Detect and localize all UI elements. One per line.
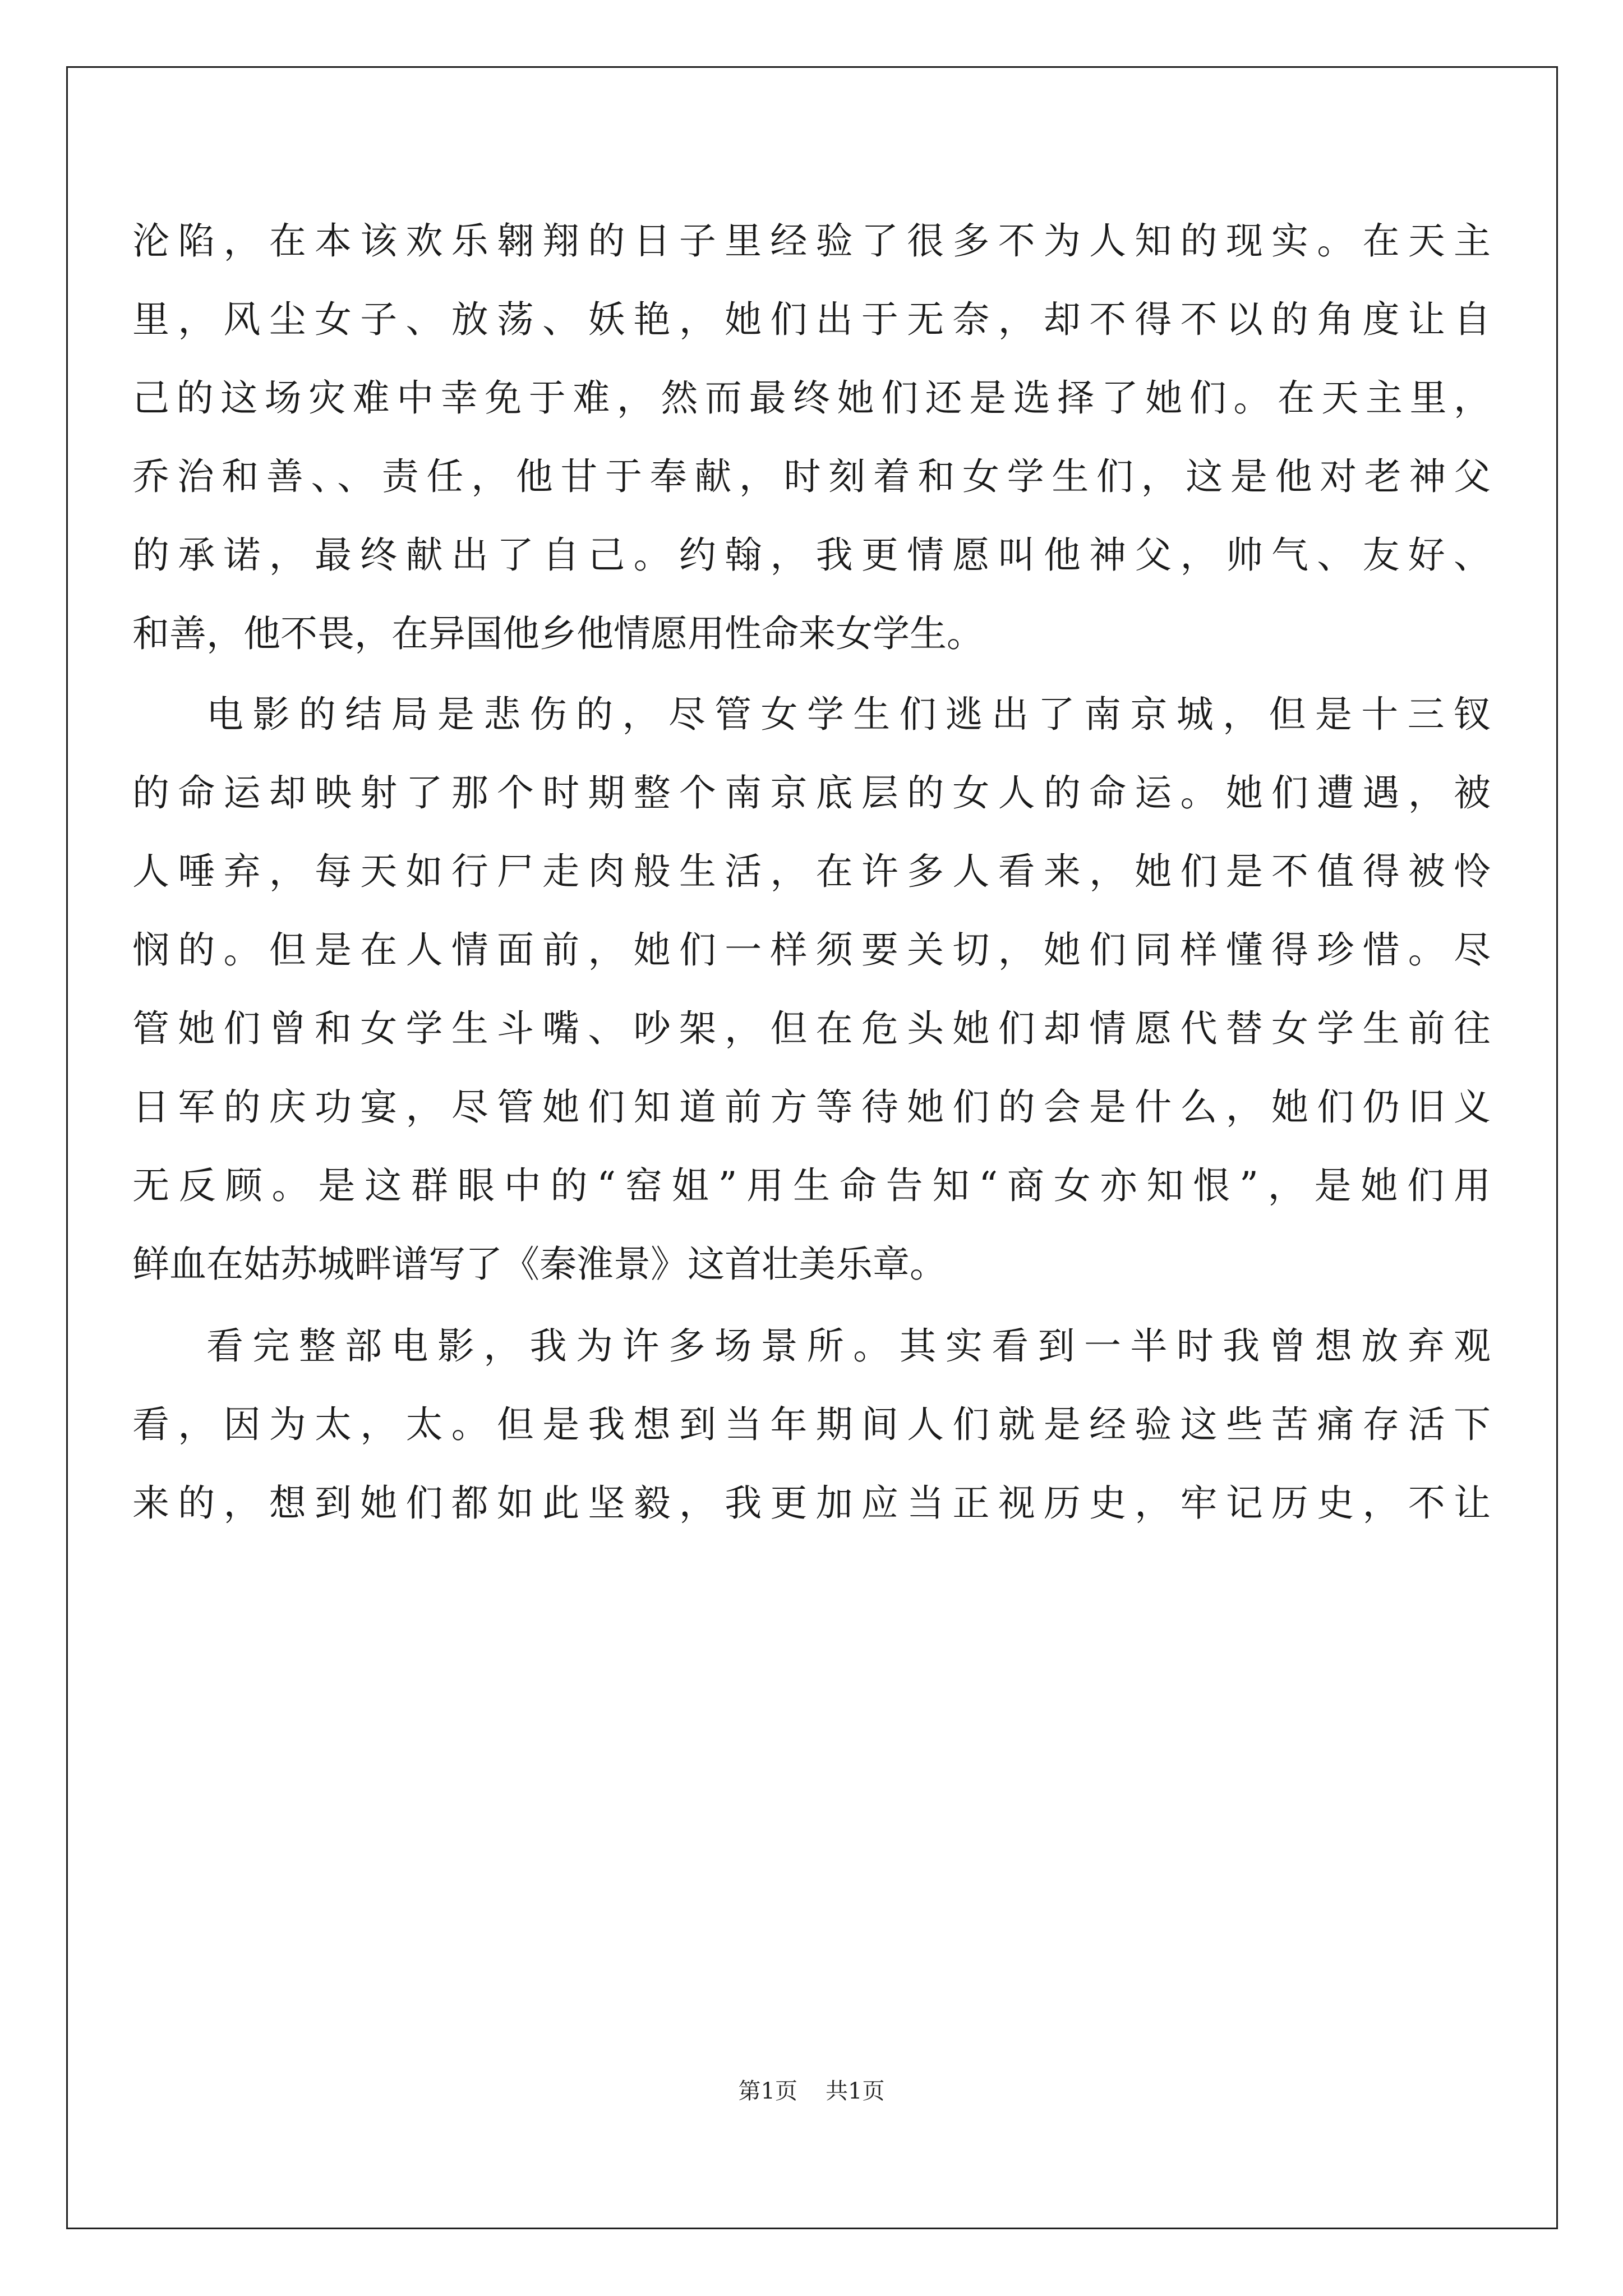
page-total: 共1页	[826, 2078, 885, 2104]
body-text-line: 无反顾。是这群眼中的“窑姐”用生命告知“商女亦知恨”，是她们用	[132, 1164, 1491, 1207]
body-text-line: 的命运却映射了那个时期整个南京底层的女人的命运。她们遭遇，被	[132, 771, 1491, 815]
body-text-line: 看，因为太，太。但是我想到当年期间人们就是经验这些苦痛存活下	[132, 1403, 1491, 1446]
body-text-line: 里，风尘女子、放荡、妖艳，她们出于无奈，却不得不以的角度让自	[132, 298, 1491, 341]
body-text-line: 看完整部电影，我为许多场景所。其实看到一半时我曾想放弃观	[206, 1324, 1491, 1368]
page-number: 第1页	[738, 2078, 797, 2104]
body-text-line: 管她们曾和女学生斗嘴、吵架，但在危头她们却情愿代替女学生前往	[132, 1007, 1491, 1050]
body-text-line: 鲜血在姑苏城畔谱写了《秦淮景》这首壮美乐章。	[132, 1243, 947, 1286]
body-text-line: 人唾弃，每天如行尸走肉般生活，在许多人看来，她们是不值得被怜	[132, 850, 1491, 893]
body-text-line: 电影的结局是悲伤的，尽管女学生们逃出了南京城，但是十三钗	[206, 693, 1491, 736]
body-text-line: 来的，想到她们都如此坚毅，我更加应当正视历史，牢记历史，不让	[132, 1481, 1491, 1525]
body-text-line: 己的这场灾难中幸免于难，然而最终她们还是选择了她们。在天主里，	[132, 376, 1491, 420]
body-text-line: 悯的。但是在人情面前，她们一样须要关切，她们同样懂得珍惜。尽	[132, 928, 1491, 972]
body-text-line: 日军的庆功宴，尽管她们知道前方等待她们的会是什么，她们仍旧义	[132, 1085, 1491, 1129]
page-footer	[0, 2076, 1623, 2107]
body-text-line: 的承诺，最终献出了自己。约翰，我更情愿叫他神父，帅气、友好、	[132, 533, 1491, 577]
body-text-line: 和善，他不畏，在异国他乡他情愿用性命来女学生。	[132, 612, 984, 655]
body-text-line: 沦陷，在本该欢乐翱翔的日子里经验了很多不为人知的现实。在天主	[132, 219, 1491, 263]
body-text-line: 乔治和善、、责任，他甘于奉献，时刻着和女学生们，这是他对老神父	[132, 455, 1491, 498]
